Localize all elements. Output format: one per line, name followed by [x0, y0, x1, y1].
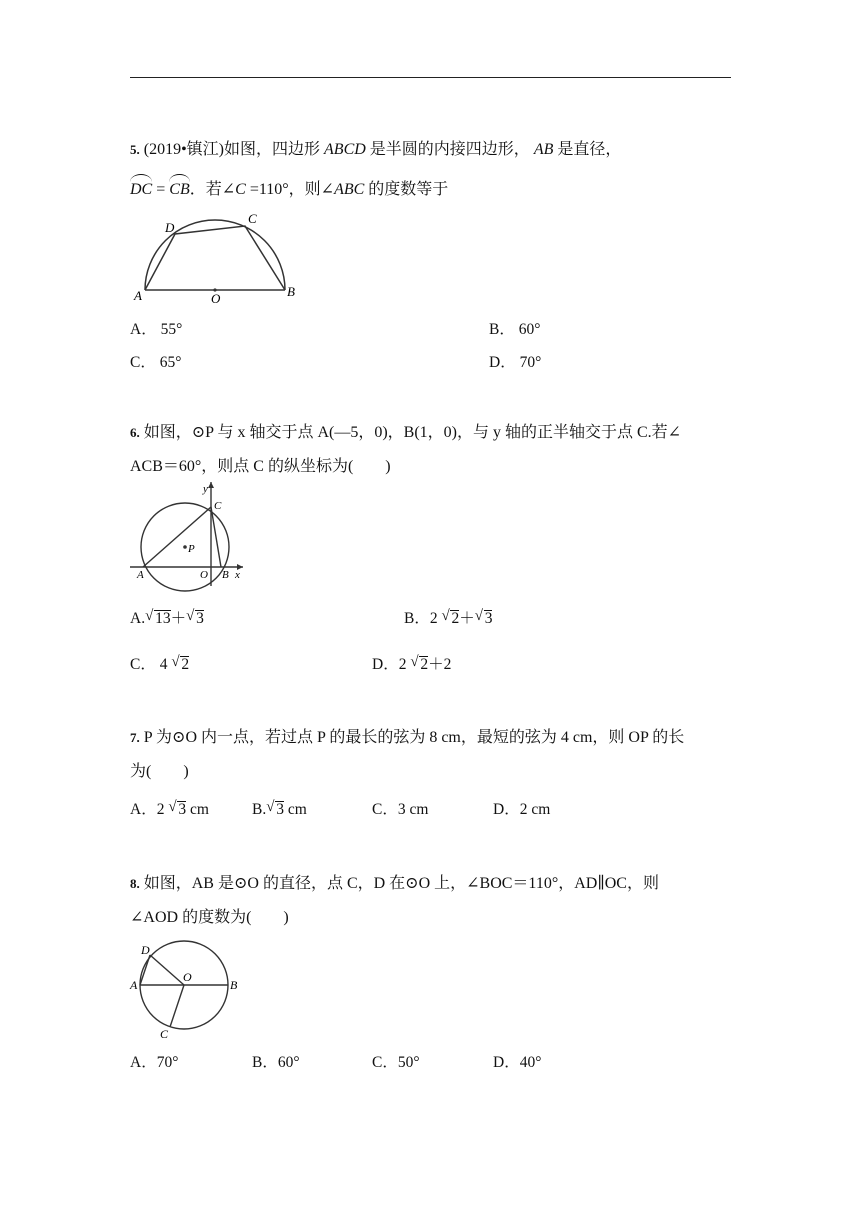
q5-arc-dc: DC	[130, 176, 152, 201]
sqrt-radicand: √ 13	[154, 610, 171, 627]
q8-option-c[interactable]	[372, 1053, 420, 1073]
coefficient: 2	[429, 610, 438, 627]
q6-label-p: P	[188, 543, 195, 555]
q6-label-a: A	[137, 569, 144, 581]
option-letter: A．	[130, 801, 157, 818]
option-letter: C．	[130, 656, 156, 673]
q6-option-c[interactable]	[130, 655, 189, 675]
q6-option-d[interactable]	[372, 655, 451, 675]
q6-label-b: B	[222, 569, 229, 581]
q7-text-2: 为( )	[130, 763, 189, 780]
q5-option-a[interactable]	[130, 320, 182, 340]
sqrt-radicand: √ 2	[180, 656, 189, 673]
q5-eq: =	[152, 181, 170, 198]
q6-label-x: x	[235, 569, 240, 581]
q8-text-1: 如图，AB 是⊙O 的直径，点 C，D 在⊙O 上，∠BOC＝110°，AD∥OC，则	[139, 875, 659, 892]
sqrt-radicand: √ 3	[275, 801, 284, 818]
q5-label-c: C	[248, 211, 257, 226]
q5-label-b: B	[287, 284, 295, 299]
q5-text-d: ．若∠	[189, 181, 236, 198]
q7-number: 7.	[130, 730, 140, 745]
q5-text-a: (2019•镇江)如图，四边形	[143, 141, 325, 158]
q8-text-2: ∠AOD 的度数为( )	[130, 909, 289, 926]
q6-label-o: O	[200, 569, 208, 581]
option-text: 3 cm	[397, 801, 429, 818]
q5-arc-cb: CB	[169, 176, 189, 201]
q5-label-o: O	[211, 291, 221, 306]
q5-c: C	[235, 181, 246, 198]
q6-line1	[130, 422, 681, 444]
q6-number: 6.	[130, 425, 140, 440]
q5-label-a: A	[134, 288, 142, 303]
q8-label-b: B	[230, 978, 238, 992]
q8-number: 8.	[130, 876, 140, 891]
q5-ab: AB	[533, 141, 554, 158]
q5-figure	[130, 208, 310, 308]
q6-center-dot	[183, 545, 187, 549]
option-letter: B．	[489, 321, 515, 338]
q8-label-a: A	[130, 978, 138, 992]
q5-option-c[interactable]	[130, 353, 181, 373]
option-text: 60°	[277, 1054, 300, 1071]
sqrt-radicand: √ 3	[484, 610, 493, 627]
option-letter: B．	[252, 1054, 278, 1071]
q5-label-d: D	[165, 220, 175, 235]
option-letter: D．	[493, 1054, 520, 1071]
q8-radius-oc	[170, 985, 184, 1027]
q5-quadrilateral	[145, 226, 285, 290]
q6-text-1: 如图，⊙P 与 x 轴交于点 A(—5，0)，B(1，0)，与 y 轴的正半轴交于点 C.若∠	[139, 424, 682, 441]
q8-option-b[interactable]	[252, 1053, 300, 1073]
q8-figure	[128, 938, 246, 1044]
q6-option-a[interactable]	[130, 609, 204, 629]
q5-option-b[interactable]	[489, 320, 540, 340]
q6-line2	[130, 456, 391, 478]
option-letter: C．	[130, 354, 156, 371]
option-text: 40°	[519, 1054, 542, 1071]
option-text: 70°	[519, 354, 542, 371]
sqrt-radicand: √ 3	[177, 801, 186, 818]
plus-sign: ＋	[170, 610, 187, 627]
q6-text-2: ACB＝60°，则点 C 的纵坐标为( )	[130, 458, 391, 475]
q5-text-c: 是直径，	[553, 141, 622, 158]
q5-line1	[130, 139, 621, 161]
option-letter: D．	[489, 354, 516, 371]
option-letter: B.	[252, 801, 267, 818]
option-letter: D．	[493, 801, 520, 818]
q6-option-b[interactable]	[404, 609, 492, 629]
q8-line1	[130, 873, 659, 895]
sqrt-radicand: √ 2	[450, 610, 459, 627]
option-text: 55°	[160, 321, 183, 338]
sqrt-radicand: √ 3	[195, 610, 204, 627]
unit: cm	[283, 801, 307, 818]
q6-label-y: y	[203, 483, 208, 495]
q5-option-d[interactable]	[489, 353, 541, 373]
unit: cm	[186, 801, 209, 818]
q8-radius-od	[150, 955, 184, 985]
q6-y-arrow	[208, 482, 214, 488]
option-text: 60°	[518, 321, 541, 338]
option-letter: A．	[130, 1054, 157, 1071]
coefficient: 2	[156, 801, 165, 818]
q7-option-a[interactable]	[130, 800, 209, 820]
coefficient: 4	[159, 656, 168, 673]
option-text: 65°	[159, 354, 182, 371]
option-letter: D．	[372, 656, 399, 673]
option-text: 2 cm	[519, 801, 551, 818]
q6-figure	[128, 480, 253, 590]
coefficient: 2	[398, 656, 407, 673]
q7-option-c[interactable]	[372, 800, 428, 820]
q8-option-d[interactable]	[493, 1053, 541, 1073]
sqrt-radicand: √ 2	[419, 656, 428, 673]
q6-label-c: C	[214, 500, 222, 512]
option-letter: C．	[372, 801, 398, 818]
option-text: 50°	[397, 1054, 420, 1071]
q8-chord-ad	[140, 955, 150, 985]
q5-abcd: ABCD	[324, 141, 366, 158]
q7-option-d[interactable]	[493, 800, 550, 820]
q5-text-e: =110°，则∠	[245, 181, 335, 198]
option-text: 70°	[156, 1054, 179, 1071]
q8-label-o: O	[183, 970, 192, 984]
q8-label-d: D	[141, 943, 150, 957]
header-rule	[130, 77, 731, 78]
q7-option-b[interactable]	[252, 800, 307, 820]
q7-line1	[130, 727, 684, 749]
q8-label-c: C	[160, 1027, 169, 1041]
option-letter: C．	[372, 1054, 398, 1071]
q5-text-f: 的度数等于	[364, 181, 449, 198]
option-letter: A.	[130, 610, 146, 627]
q7-text-1: P 为⊙O 内一点，若过点 P 的最长的弦为 8 cm，最短的弦为 4 cm，则 OP 的长	[139, 729, 685, 746]
q5-text-b: 是半圆的内接四边形，	[365, 141, 534, 158]
q5-number: 5.	[130, 142, 140, 157]
option-letter: A．	[130, 321, 157, 338]
plus-sign: ＋	[459, 610, 475, 627]
q8-option-a[interactable]	[130, 1053, 178, 1073]
option-letter: B．	[404, 610, 430, 627]
plus-sign: ＋2	[428, 656, 452, 673]
q5-abc: ABC	[334, 181, 365, 198]
q7-line2	[130, 761, 189, 783]
q8-line2	[130, 907, 289, 929]
q5-line2	[130, 176, 448, 201]
